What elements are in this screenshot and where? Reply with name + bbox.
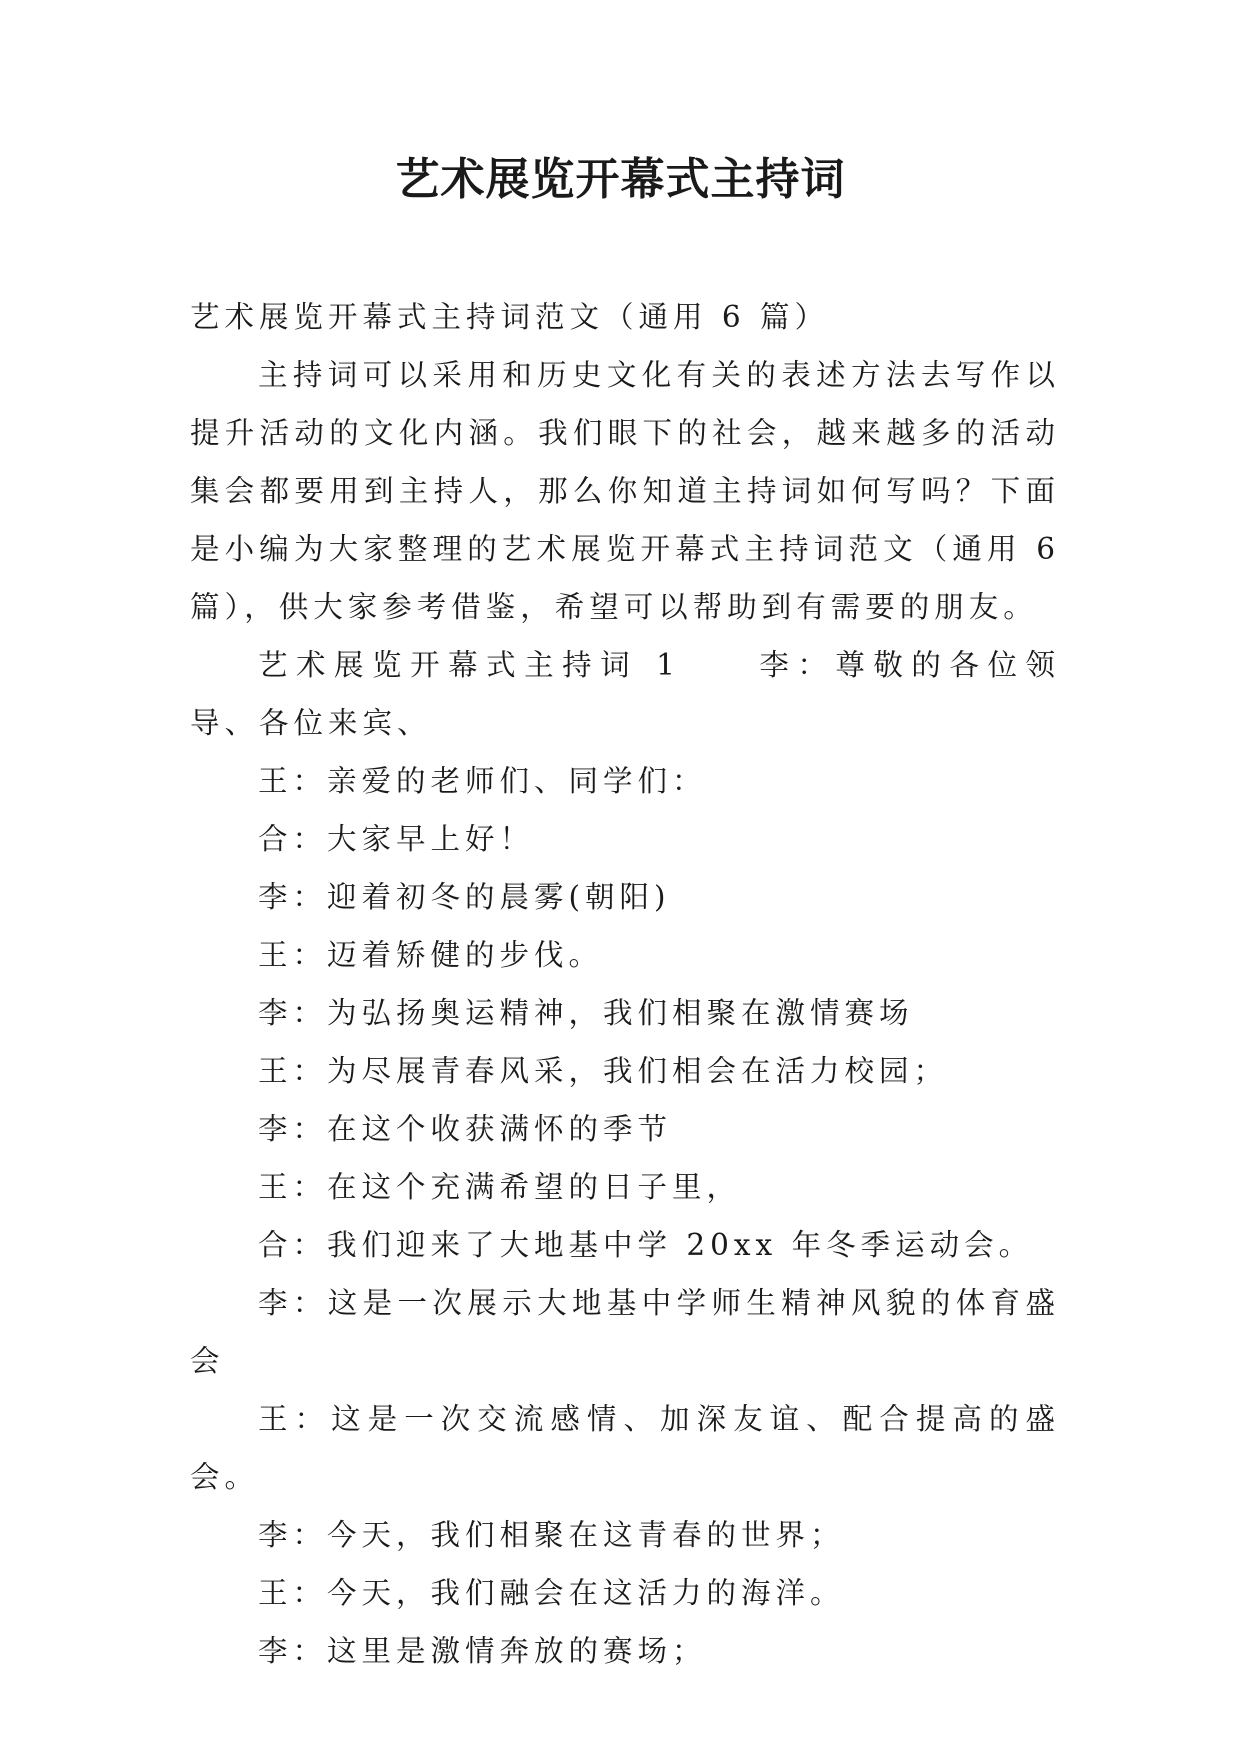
dialogue-line: 王：这是一次交流感情、加深友谊、配合提高的盛会。 xyxy=(190,1402,1060,1494)
section-first-line: 李：尊敬的各位领导、各位来宾、 xyxy=(190,648,1060,740)
document-title: 艺术展览开幕式主持词 xyxy=(395,154,846,205)
section-heading: 艺术展览开幕式主持词 1 xyxy=(258,648,680,682)
dialogue-line: 合：大家早上好！ xyxy=(258,822,535,856)
dialogue-line: 李：为弘扬奥运精神，我们相聚在激情赛场 xyxy=(258,996,914,1030)
dialogue-line: 王：亲爱的老师们、同学们： xyxy=(258,764,707,798)
dialogue-line: 李：这是一次展示大地基中学师生精神风貌的体育盛会 xyxy=(190,1286,1060,1378)
dialogue-line: 王：在这个充满希望的日子里， xyxy=(258,1170,742,1204)
dialogue-line: 王：今天，我们融会在这活力的海洋。 xyxy=(258,1576,845,1610)
dialogue-line: 王：为尽展青春风采，我们相会在活力校园； xyxy=(258,1054,949,1088)
dialogue-line: 李：迎着初冬的晨雾(朝阳) xyxy=(258,880,671,914)
dialogue-line: 李：今天，我们相聚在这青春的世界； xyxy=(258,1518,845,1552)
document-body xyxy=(190,288,1060,1680)
document-subtitle: 艺术展览开幕式主持词范文（通用 6 篇） xyxy=(190,300,830,334)
section-paragraph xyxy=(190,636,1060,752)
dialogue-line: 王：迈着矫健的步伐。 xyxy=(258,938,604,972)
dialogue-line: 合：我们迎来了大地基中学 20xx 年冬季运动会。 xyxy=(258,1228,1034,1262)
dialogue-line: 李：这里是激情奔放的赛场； xyxy=(258,1634,707,1668)
dialogue-line: 李：在这个收获满怀的季节 xyxy=(258,1112,673,1146)
intro-paragraph: 主持词可以采用和历史文化有关的表述方法去写作以提升活动的文化内涵。我们眼下的社会，越来越多的活动集会都要用到主持人，那么你知道主持词如何写吗？下面是小编为大家整理的艺术展览开幕式主持词范文（通用 6 篇），供大家参考借鉴，希望可以帮助到有需要的朋友。 xyxy=(190,358,1060,624)
